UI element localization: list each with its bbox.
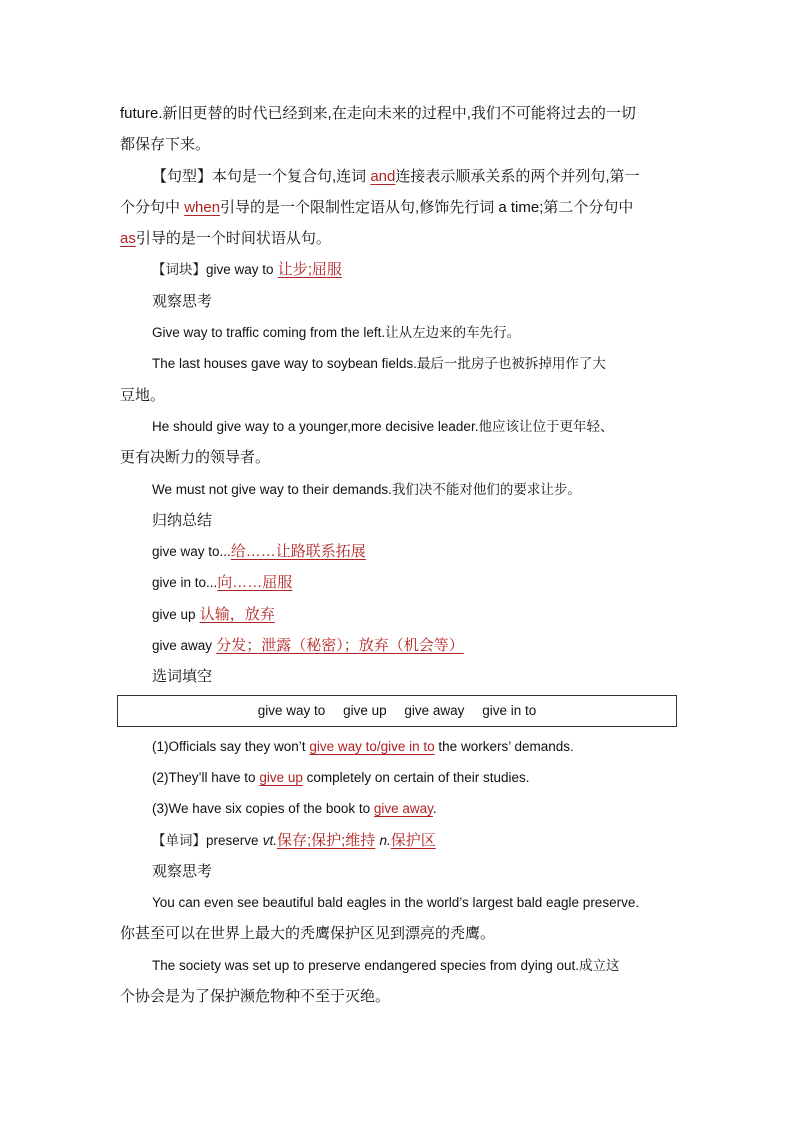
- word-bank-item: give in to: [482, 702, 537, 718]
- text: give way to...: [152, 544, 231, 560]
- answer-blank: 分发；泄露（秘密）；放弃（机会等）: [216, 637, 464, 655]
- word-bank-box: [117, 695, 677, 727]
- text: (1)Officials say they won’t: [152, 738, 306, 754]
- example-sentence: We must not give way to their demands.我们决不能对他们的要求让步。: [152, 481, 581, 497]
- text: .: [432, 801, 437, 817]
- answer-blank: and: [370, 167, 396, 185]
- text-line: 都保存下来。: [120, 136, 211, 154]
- summary-line: [120, 567, 680, 598]
- text: the workers’ demands.: [438, 738, 574, 754]
- summary-line: [120, 536, 680, 567]
- text: (3)We have six copies of the book to: [152, 801, 371, 817]
- text: (2)They’ll have to: [152, 769, 256, 785]
- answer-blank: 保护区: [390, 831, 436, 849]
- summary-line: [120, 630, 680, 661]
- text-line: 你甚至可以在世界上最大的秃鹰保护区见到漂亮的秃鹰。: [120, 925, 496, 943]
- text: 【单词】preserve: [152, 832, 259, 848]
- summary-line: [120, 599, 680, 630]
- word-bank-item: give up: [343, 702, 387, 718]
- answer-blank: give away: [373, 801, 433, 817]
- answer-blank: as: [120, 230, 136, 248]
- section-label: 观察思考: [152, 862, 213, 880]
- example-sentence: The last houses gave way to soybean fields.最后一批房子也被拆掉用作了大: [152, 356, 606, 372]
- text: 引导的是一个限制性定语从句,修饰先行词 a time;第二个分句中: [220, 198, 634, 216]
- part-of-speech: vt.: [262, 832, 277, 848]
- text: give away: [152, 638, 213, 654]
- example-sentence: Give way to traffic coming from the left.让从左边来的车先行。: [152, 325, 521, 341]
- example-sentence: You can even see beautiful bald eagles in the world’s largest bald eagle preserve.: [152, 895, 640, 911]
- answer-blank: 让步;屈服: [277, 261, 342, 279]
- text: 个分句中: [120, 198, 181, 216]
- text-line: 个协会是为了保护濒危物种不至于灭绝。: [120, 988, 391, 1006]
- text-line: future.新旧更替的时代已经到来,在走向未来的过程中,我们不可能将过去的一切: [120, 105, 636, 122]
- section-label: 观察思考: [152, 292, 213, 310]
- text-line: 豆地。: [120, 386, 166, 404]
- text-line: 更有决断力的领导者。: [120, 449, 271, 467]
- answer-blank: 向……屈服: [217, 574, 293, 592]
- text: give up: [152, 606, 196, 622]
- answer-blank: give up: [259, 769, 303, 785]
- answer-blank: 保存;保护;维持: [276, 831, 376, 849]
- text-line: [120, 192, 680, 223]
- section-label: 选词填空: [152, 668, 213, 686]
- document-body: [120, 98, 680, 1012]
- word-entry-line: [120, 825, 680, 856]
- part-of-speech: n.: [379, 832, 391, 848]
- exercise-line: [120, 793, 680, 824]
- answer-blank: 给……让路联系拓展: [230, 543, 366, 561]
- word-bank-item: give away: [404, 702, 465, 718]
- exercise-line: [120, 731, 680, 762]
- example-sentence: He should give way to a younger,more decisive leader.他应该让位于更年轻、: [152, 418, 614, 434]
- text: 【词块】give way to: [152, 262, 274, 278]
- answer-blank: when: [184, 198, 221, 216]
- text: give in to...: [152, 575, 218, 591]
- word-bank-item: give way to: [257, 702, 326, 718]
- answer-blank: 认输，放弃: [199, 605, 275, 623]
- example-sentence: The society was set up to preserve endangered species from dying out.成立这: [152, 957, 620, 973]
- text: 连接表示顺承关系的两个并列句,第一: [395, 167, 640, 185]
- sentence-pattern-line: [120, 161, 680, 192]
- text: completely on certain of their studies.: [306, 769, 530, 785]
- word-chunk-line: [120, 254, 680, 285]
- text-line: [120, 223, 680, 254]
- section-label: 归纳总结: [152, 511, 213, 529]
- answer-blank: give way to/give in to: [309, 738, 435, 754]
- text: 【句型】本句是一个复合句,连词: [152, 167, 367, 185]
- exercise-line: [120, 762, 680, 793]
- text: 引导的是一个时间状语从句。: [135, 230, 331, 248]
